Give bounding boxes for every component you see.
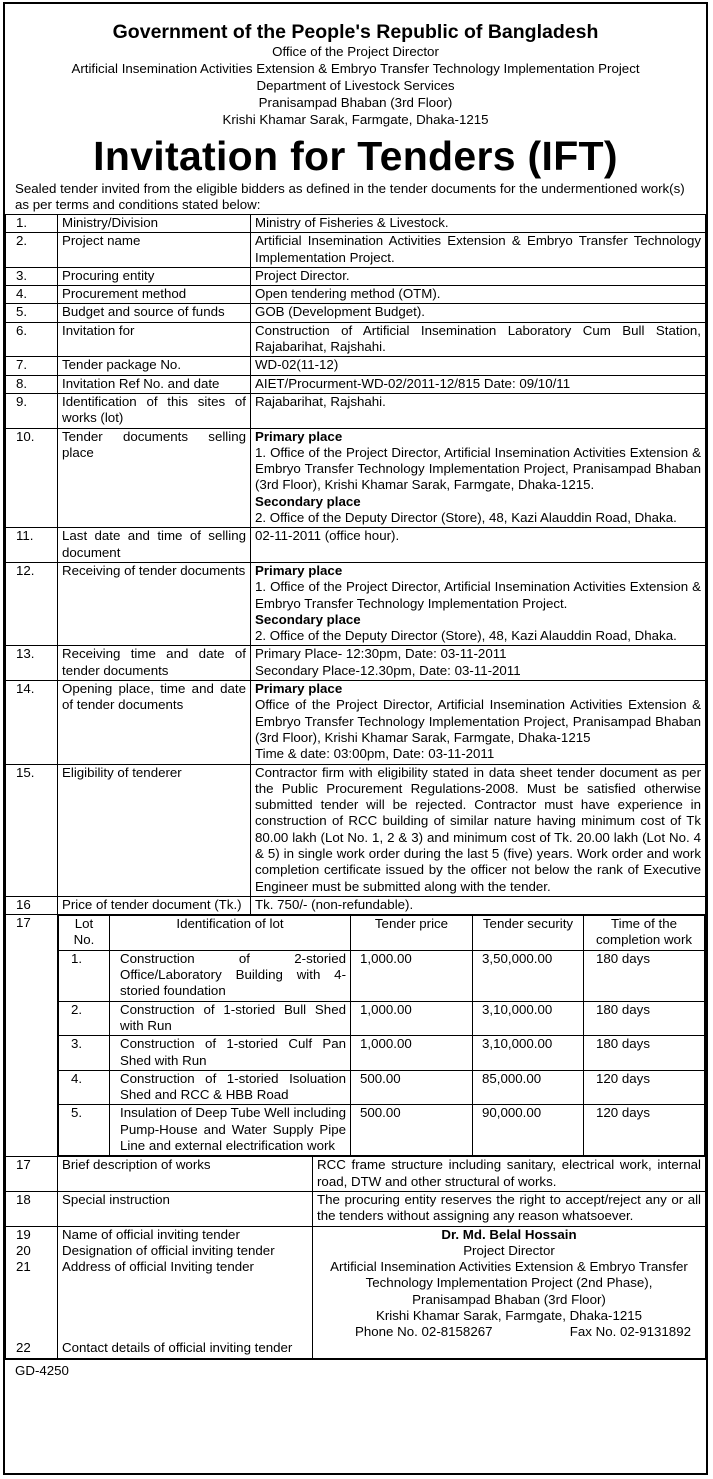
row-value: Project Director.	[251, 267, 706, 285]
row-value: Tk. 750/- (non-refundable).	[251, 896, 706, 914]
lot-tender-security: 90,000.00	[473, 1105, 584, 1156]
row-label: Name of official inviting tender	[62, 1226, 240, 1242]
row-label: Budget and source of funds	[58, 304, 251, 322]
row-value-primary: Office of the Project Director, Artificial Insemination Activities Extension & Embryo Transfer Technology Implementation Project, Pranisampad Bhaban (3rd Floor), Krishi Khamar Sarak, Farmgate, Dhaka-1215	[255, 697, 701, 745]
tender-table	[5, 214, 706, 1359]
tender-notice-page	[3, 2, 708, 1475]
lot-number: 4.	[59, 1070, 110, 1105]
lot-tender-price: 500.00	[351, 1070, 473, 1105]
lot-tender-security: 3,50,000.00	[473, 950, 584, 1001]
row-label: Eligibility of tenderer	[58, 764, 251, 896]
row-value-line1: Primary Place- 12:30pm, Date: 03-11-2011	[255, 646, 507, 662]
official-address-line: Pranisampad Bhaban (3rd Floor)	[412, 1291, 606, 1307]
row-label: Invitation Ref No. and date	[58, 375, 251, 393]
table-row	[6, 267, 706, 285]
row-number: 6.	[6, 322, 58, 357]
row-label: Last date and time of selling document	[58, 528, 251, 563]
department-line: Department of Livestock Services	[256, 78, 455, 93]
row-value: Rajabarihat, Rajshahi.	[251, 393, 706, 428]
row-number: 17	[6, 1157, 58, 1192]
row-number: 14.	[6, 681, 58, 764]
lot-completion-time: 120 days	[584, 1070, 705, 1105]
row-value-primary: 1. Office of the Project Director, Artificial Insemination Activities Extension & Embryo Transfer Technology Implementation Project.	[255, 579, 701, 611]
row-label: Receiving time and date of tender documents	[58, 646, 251, 681]
row-value-time: Time & date: 03:00pm, Date: 03-11-2011	[255, 746, 495, 762]
table-row	[6, 562, 706, 645]
lot-number: 1.	[59, 950, 110, 1001]
official-name: Dr. Md. Belal Hossain	[441, 1226, 577, 1242]
row-value-primary-heading: Primary place	[255, 681, 343, 697]
notice-header	[5, 21, 706, 178]
lot-row	[59, 1070, 705, 1105]
row-number: 8.	[6, 375, 58, 393]
row-label: Procurement method	[58, 286, 251, 304]
row-label: Brief description of works	[58, 1157, 313, 1192]
lot-identification: Construction of 2-storied Office/Laboratory Building with 4-storied foundation	[110, 950, 351, 1001]
lot-tender-security: 85,000.00	[473, 1070, 584, 1105]
table-row	[6, 322, 706, 357]
row-value-primary-heading: Primary place	[255, 428, 343, 444]
row-number: 16	[6, 896, 58, 914]
table-row	[6, 357, 706, 375]
footer-code: GD-4250	[5, 1359, 706, 1382]
table-row	[6, 304, 706, 322]
row-label: Price of tender document (Tk.)	[58, 896, 251, 914]
lot-row	[59, 1001, 705, 1036]
table-row	[6, 375, 706, 393]
lot-section-row	[6, 915, 706, 1157]
fax-number: Fax No. 02-9131892	[569, 1324, 691, 1340]
lot-tender-price: 1,000.00	[351, 1036, 473, 1071]
row-label: Receiving of tender documents	[58, 562, 251, 645]
row-number: 12.	[6, 562, 58, 645]
row-value-line2: Secondary Place-12.30pm, Date: 03-11-2011	[255, 662, 521, 678]
table-row	[6, 896, 706, 914]
lot-identification: Insulation of Deep Tube Well including Pump-House and Water Supply Pipe Line and external electrification work	[110, 1105, 351, 1156]
table-row	[6, 428, 706, 528]
row-value-secondary-heading: Secondary place	[255, 611, 361, 627]
lot-row	[59, 950, 705, 1001]
row-value: 02-11-2011 (office hour).	[251, 528, 706, 563]
row-value	[251, 562, 706, 645]
lot-table-cell	[58, 915, 706, 1157]
row-value: WD-02(11-12)	[251, 357, 706, 375]
row-number: 21	[16, 1259, 31, 1275]
lot-completion-time: 180 days	[584, 1001, 705, 1036]
lot-completion-time: 180 days	[584, 950, 705, 1001]
row-label: Invitation for	[58, 322, 251, 357]
official-details	[313, 1226, 706, 1358]
official-address-line: Technology Implementation Project (2nd Phase),	[365, 1275, 653, 1291]
official-numbers	[6, 1226, 58, 1358]
row-value-secondary: 2. Office of the Deputy Director (Store), 48, Kazi Alauddin Road, Dhaka.	[255, 510, 677, 526]
table-row	[6, 393, 706, 428]
table-row	[6, 286, 706, 304]
row-value-secondary: 2. Office of the Deputy Director (Store), 48, Kazi Alauddin Road, Dhaka.	[255, 628, 677, 644]
row-number: 3.	[6, 267, 58, 285]
row-value: Ministry of Fisheries & Livestock.	[251, 215, 706, 233]
tender-price-header: Tender price	[351, 916, 473, 951]
row-value: Construction of Artificial Insemination Laboratory Cum Bull Station, Rajabarihat, Rajshahi.	[251, 322, 706, 357]
row-label: Procuring entity	[58, 267, 251, 285]
lot-tender-security: 3,10,000.00	[473, 1036, 584, 1071]
row-value-primary-heading: Primary place	[255, 562, 343, 578]
row-number: 10.	[6, 428, 58, 528]
row-value-primary: 1. Office of the Project Director, Artificial Insemination Activities Extension & Embryo Transfer Technology Implementation Project, Pranisampad Bhaban (3rd Floor), Krishi Khamar Sarak, Farmgate, Dhaka-1215.	[255, 444, 701, 493]
project-line: Artificial Insemination Activities Extension & Embryo Transfer Technology Implementation Project	[71, 61, 640, 76]
lot-number: 5.	[59, 1105, 110, 1156]
row-number: 1.	[6, 215, 58, 233]
table-row	[6, 764, 706, 896]
row-number: 2.	[6, 233, 58, 268]
table-row	[6, 215, 706, 233]
official-labels	[58, 1226, 313, 1358]
office-line: Office of the Project Director	[272, 44, 439, 59]
row-value: Contractor firm with eligibility stated in data sheet tender document as per the Public Procurement Regulations-2008. Must be satisfied otherwise submitted tender will be rejected. Contractor must have experience in construction of RCC building of similar nature having minimum cost of Tk 80.00 lakh (Lot No. 1, 2 & 3) and minimum cost of Tk. 20.00 lakh (Lot No. 4 & 5) in single work order during the last 5 (five) years. Work order and work completion certificate issued by the officer not below the rank of Executive Engineer must be submitted along with the tender.	[251, 764, 706, 896]
row-number: 4.	[6, 286, 58, 304]
row-label: Opening place, time and date of tender documents	[58, 681, 251, 764]
row-value	[251, 428, 706, 528]
lot-completion-time: 120 days	[584, 1105, 705, 1156]
completion-time-header: Time of the completion work	[584, 916, 705, 951]
address-line: Krishi Khamar Sarak, Farmgate, Dhaka-1215	[222, 112, 489, 127]
row-number: 7.	[6, 357, 58, 375]
official-address-line: Artificial Insemination Activities Extension & Embryo Transfer	[330, 1259, 688, 1275]
table-row	[6, 681, 706, 764]
row-label: Tender package No.	[58, 357, 251, 375]
lot-no-header: Lot No.	[59, 916, 110, 951]
row-number: 18	[6, 1191, 58, 1226]
lot-identification: Construction of 1-storied Bull Shed with Run	[110, 1001, 351, 1036]
row-number: 20	[16, 1242, 31, 1258]
phone-number: Phone No. 02-8158267	[355, 1324, 493, 1340]
row-number: 11.	[6, 528, 58, 563]
row-label: Special instruction	[58, 1191, 313, 1226]
row-number: 19	[16, 1226, 31, 1242]
building-line: Pranisampad Bhaban (3rd Floor)	[258, 95, 453, 110]
row-value: RCC frame structure including sanitary, electrical work, internal road, DTW and other structural of works.	[313, 1157, 706, 1192]
special-instruction-row	[6, 1191, 706, 1226]
row-value: Open tendering method (OTM).	[251, 286, 706, 304]
row-number: 9.	[6, 393, 58, 428]
brief-description-row	[6, 1157, 706, 1192]
row-label: Address of official Inviting tender	[62, 1259, 254, 1275]
identification-header: Identification of lot	[110, 916, 351, 951]
official-designation: Project Director	[463, 1242, 555, 1258]
lot-number: 3.	[59, 1036, 110, 1071]
intro-text: Sealed tender invited from the eligible bidders as defined in the tender documents for the undermentioned work(s) as per terms and conditions stated below:	[15, 181, 685, 212]
official-address-line: Krishi Khamar Sarak, Farmgate, Dhaka-1215	[375, 1308, 643, 1323]
lot-number: 2.	[59, 1001, 110, 1036]
row-label: Identification of this sites of works (lot)	[58, 393, 251, 428]
lot-identification: Construction of 1-storied Culf Pan Shed with Run	[110, 1036, 351, 1071]
lot-row	[59, 1105, 705, 1156]
row-value: AIET/Procurment-WD-02/2011-12/815 Date: 09/10/11	[251, 375, 706, 393]
row-label: Ministry/Division	[58, 215, 251, 233]
table-row	[6, 528, 706, 563]
row-value-secondary-heading: Secondary place	[255, 493, 361, 509]
page-title: Invitation for Tenders (IFT)	[93, 133, 618, 179]
lot-identification: Construction of 1-storied Isoluation Shed and RCC & HBB Road	[110, 1070, 351, 1105]
row-value: GOB (Development Budget).	[251, 304, 706, 322]
tender-security-header: Tender security	[473, 916, 584, 951]
row-number: 15.	[6, 764, 58, 896]
row-label: Project name	[58, 233, 251, 268]
official-contact	[317, 1324, 701, 1340]
row-label: Designation of official inviting tender	[62, 1242, 275, 1258]
table-row	[6, 233, 706, 268]
row-value	[251, 681, 706, 764]
row-number: 22	[16, 1340, 31, 1356]
lot-tender-price: 1,000.00	[351, 950, 473, 1001]
row-number: 13.	[6, 646, 58, 681]
government-heading: Government of the People's Republic of Bangladesh	[112, 21, 599, 43]
lot-tender-price: 1,000.00	[351, 1001, 473, 1036]
lot-completion-time: 180 days	[584, 1036, 705, 1071]
row-value: Artificial Insemination Activities Extension & Embryo Transfer Technology Implementation Project.	[251, 233, 706, 268]
official-row	[6, 1226, 706, 1358]
row-number: 17	[6, 915, 58, 1157]
lot-header-row	[59, 916, 705, 951]
table-row	[6, 646, 706, 681]
row-number: 5.	[6, 304, 58, 322]
lot-row	[59, 1036, 705, 1071]
lot-table	[58, 915, 705, 1156]
lot-tender-price: 500.00	[351, 1105, 473, 1156]
row-label: Tender documents selling place	[58, 428, 251, 528]
row-value	[251, 646, 706, 681]
lot-tender-security: 3,10,000.00	[473, 1001, 584, 1036]
row-value: The procuring entity reserves the right to accept/reject any or all the tenders without assigning any reason whatsoever.	[313, 1191, 706, 1226]
row-label: Contact details of official inviting tender	[62, 1340, 293, 1356]
